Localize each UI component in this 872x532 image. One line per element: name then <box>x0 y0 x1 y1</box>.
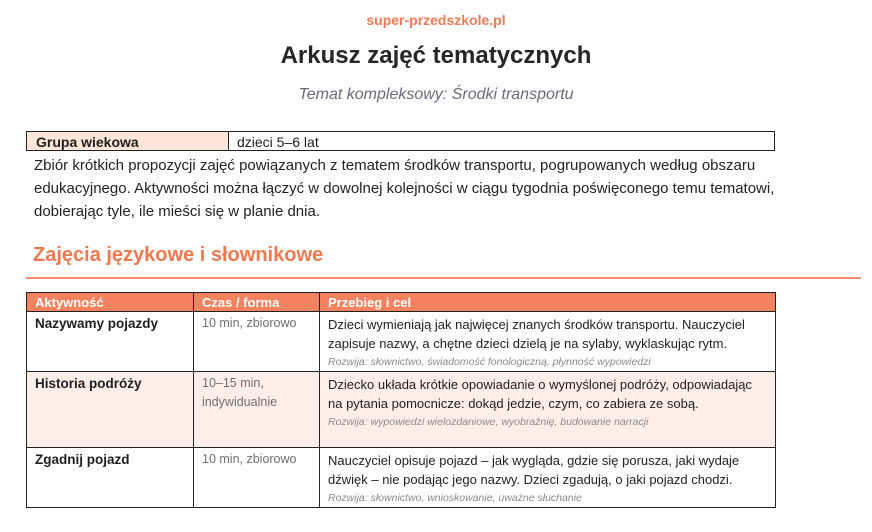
activity-description: Dzieci wymieniają jak najwięcej znanych środków transportu. Nauczyciel zapisuje nazwy, a chętne dzieci dzielą je na sylaby, wyklaskując rytm. <box>328 317 745 351</box>
table-row <box>27 372 776 448</box>
column-header-time: Czas / forma <box>194 293 320 312</box>
activity-description-cell <box>320 372 776 448</box>
section-divider <box>26 277 861 279</box>
activity-skills: Rozwija: słownictwo, świadomość fonologiczną, płynność wypowiedzi <box>328 356 651 368</box>
activity-description: Nauczyciel opisuje pojazd – jak wygląda, gdzie się porusza, jaki wydaje dźwięk – nie podając jego nazwy. Dzieci zgadują, o jaki pojazd chodzi. <box>328 453 740 487</box>
age-group-value: dzieci 5–6 lat <box>237 134 319 150</box>
table-row <box>27 448 776 508</box>
table-row <box>27 312 776 372</box>
activity-name: Nazywamy pojazdy <box>27 312 194 372</box>
site-name: super-przedszkole.pl <box>366 12 506 28</box>
column-header-activity: Aktywność <box>27 293 194 312</box>
section-title: Zajęcia językowe i słownikowe <box>33 244 324 266</box>
age-group-label: Grupa wiekowa <box>27 132 229 150</box>
column-header-description: Przebieg i cel <box>320 293 776 312</box>
activity-time: 10 min, zbiorowo <box>194 312 320 372</box>
age-group-box <box>26 131 775 151</box>
table-header-row <box>27 293 776 312</box>
page-subtitle: Temat kompleksowy: Środki transportu <box>298 86 574 103</box>
activity-name: Zgadnij pojazd <box>27 448 194 508</box>
activity-skills: Rozwija: słownictwo, wnioskowanie, uważne słuchanie <box>328 492 582 504</box>
activity-time: 10 min, zbiorowo <box>194 448 320 508</box>
activity-description-cell <box>320 448 776 508</box>
activity-skills: Rozwija: wypowiedzi wielozdaniowe, wyobraźnię, budowanie narracji <box>328 416 649 428</box>
activities-table <box>26 292 776 508</box>
activity-name: Historia podróży <box>27 372 194 448</box>
intro-paragraph: Zbiór krótkich propozycji zajęć powiązanych z tematem środków transportu, pogrupowanych według obszaru edukacyjnego. Aktywności można łączyć w dowolnej kolejności w ciągu tygodnia poświęconego temu tematowi, dobierając tyle, ile mieści się w planie dnia. <box>34 157 775 220</box>
activity-description-cell <box>320 312 776 372</box>
activity-description: Dziecko układa krótkie opowiadanie o wymyślonej podróży, odpowiadając na pytania pomocnicze: dokąd jedzie, czym, co zabiera ze sobą. <box>328 377 752 411</box>
page-title: Arkusz zajęć tematycznych <box>280 42 592 69</box>
activity-time: 10–15 min, indywidualnie <box>194 372 320 448</box>
